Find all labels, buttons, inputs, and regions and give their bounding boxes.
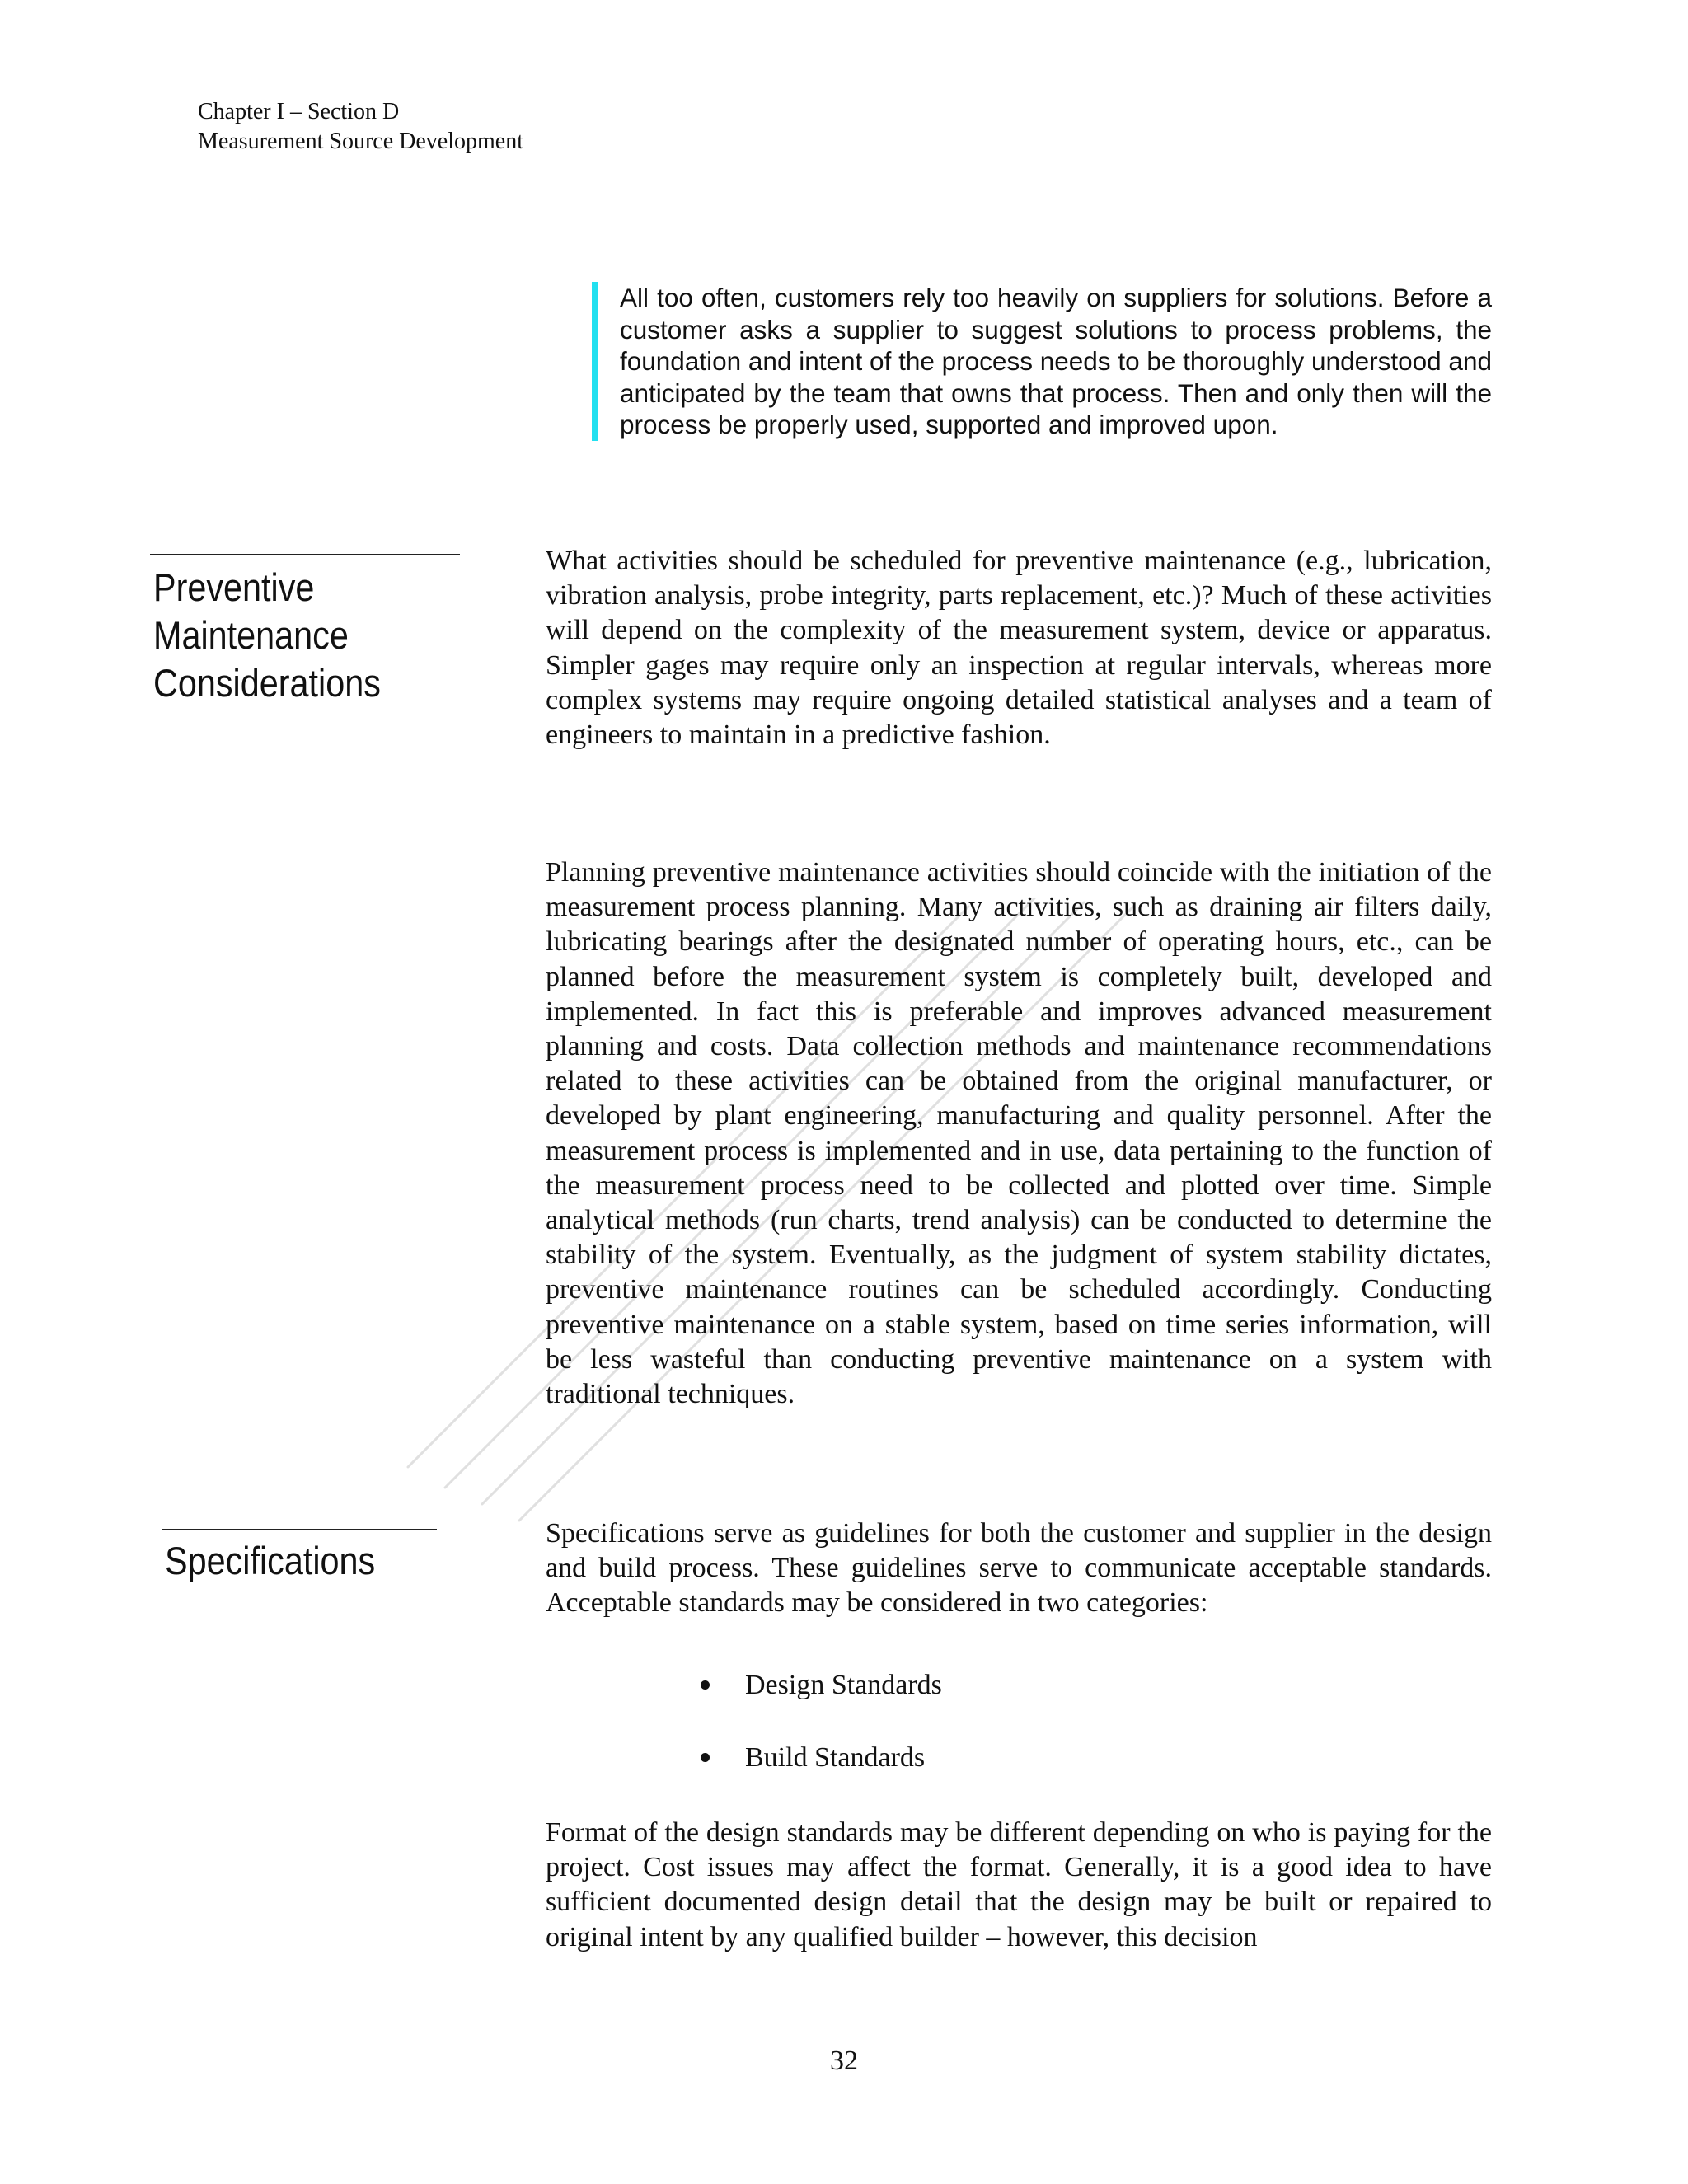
- callout-text: All too often, customers rely too heavily on suppliers for solutions. Before a customer asks a supplier to suggest solutions to process problems, the foundation and intent of the process needs to be thoroughly understood and anticipated by the team that owns that process. Then and only then will the process be properly used, supported and improved upon.: [620, 283, 1492, 440]
- heading-line: Maintenance: [153, 613, 349, 657]
- list-item-label: Design Standards: [745, 1670, 942, 1700]
- paragraph-specifications-intro: Specifications serve as guidelines for both the customer and supplier in the design and build process. These guidelines serve to communicate acceptable standards. Acceptable standards may be considered in two categories:: [546, 1518, 1492, 1619]
- bullet-icon: [701, 1753, 710, 1762]
- list-item: [694, 1668, 942, 1741]
- section-rule-specifications: [162, 1529, 437, 1530]
- section-rule-preventive: [150, 554, 460, 555]
- bullet-icon: [701, 1680, 710, 1690]
- callout-box: [592, 282, 1492, 441]
- header-chapter: Chapter I – Section D: [198, 99, 400, 124]
- paragraph-pm-planning: Planning preventive maintenance activities should coincide with the initiation of the measurement process planning. Many activities, such as draining air filters daily, lubricating bearings after the designated number of operating hours, etc., can be planned before the measurement system is completely built, developed and implemented. In fact this is preferable and improves advanced measurement planning and costs. Data collection methods and maintenance recommendations related to these activities can be obtained from the original manufacturer, or developed by plant engineering, manufacturing and quality personnel. After the measurement process is implemented and in use, data pertaining to the function of the measurement process need to be collected and plotted over time. Simple analytical methods (run charts, trend analysis) can be conducted to determine the stability of the system. Eventually, as the judgment of system stability dictates, preventive maintenance routines can be scheduled accordingly. Conducting preventive maintenance on a stable system, based on time series information, will be less wasteful than conducting preventive maintenance on a system with traditional techniques.: [546, 857, 1492, 1410]
- standards-list: [694, 1668, 942, 1813]
- heading-line: Preventive: [153, 565, 315, 609]
- heading-line: Specifications: [165, 1539, 376, 1582]
- list-item-label: Build Standards: [745, 1742, 926, 1773]
- heading-preventive-maintenance: [153, 564, 381, 707]
- heading-line: Considerations: [153, 661, 381, 705]
- paragraph-design-standards-format: Format of the design standards may be different depending on who is paying for the project. Cost issues may affect the format. Generally, it is a good idea to have sufficient documented design detail that the design may be built or repaired to original intent by any qualified builder – however, this decision: [546, 1817, 1492, 1952]
- running-header: [198, 97, 523, 157]
- paragraph-pm-activities: What activities should be scheduled for preventive maintenance (e.g., lubrication, vibration analysis, probe integrity, parts replacement, etc.)? Much of these activities will depend on the complexity of the measurement system, device or apparatus. Simpler gages may require only an inspection at regular intervals, whereas more complex systems may require ongoing detailed statistical analyses and a team of engineers to maintain in a predictive fashion.: [546, 546, 1492, 751]
- page-number: 32: [830, 2046, 858, 2076]
- heading-specifications: [165, 1537, 375, 1585]
- list-item: [694, 1741, 942, 1813]
- header-title: Measurement Source Development: [198, 129, 523, 154]
